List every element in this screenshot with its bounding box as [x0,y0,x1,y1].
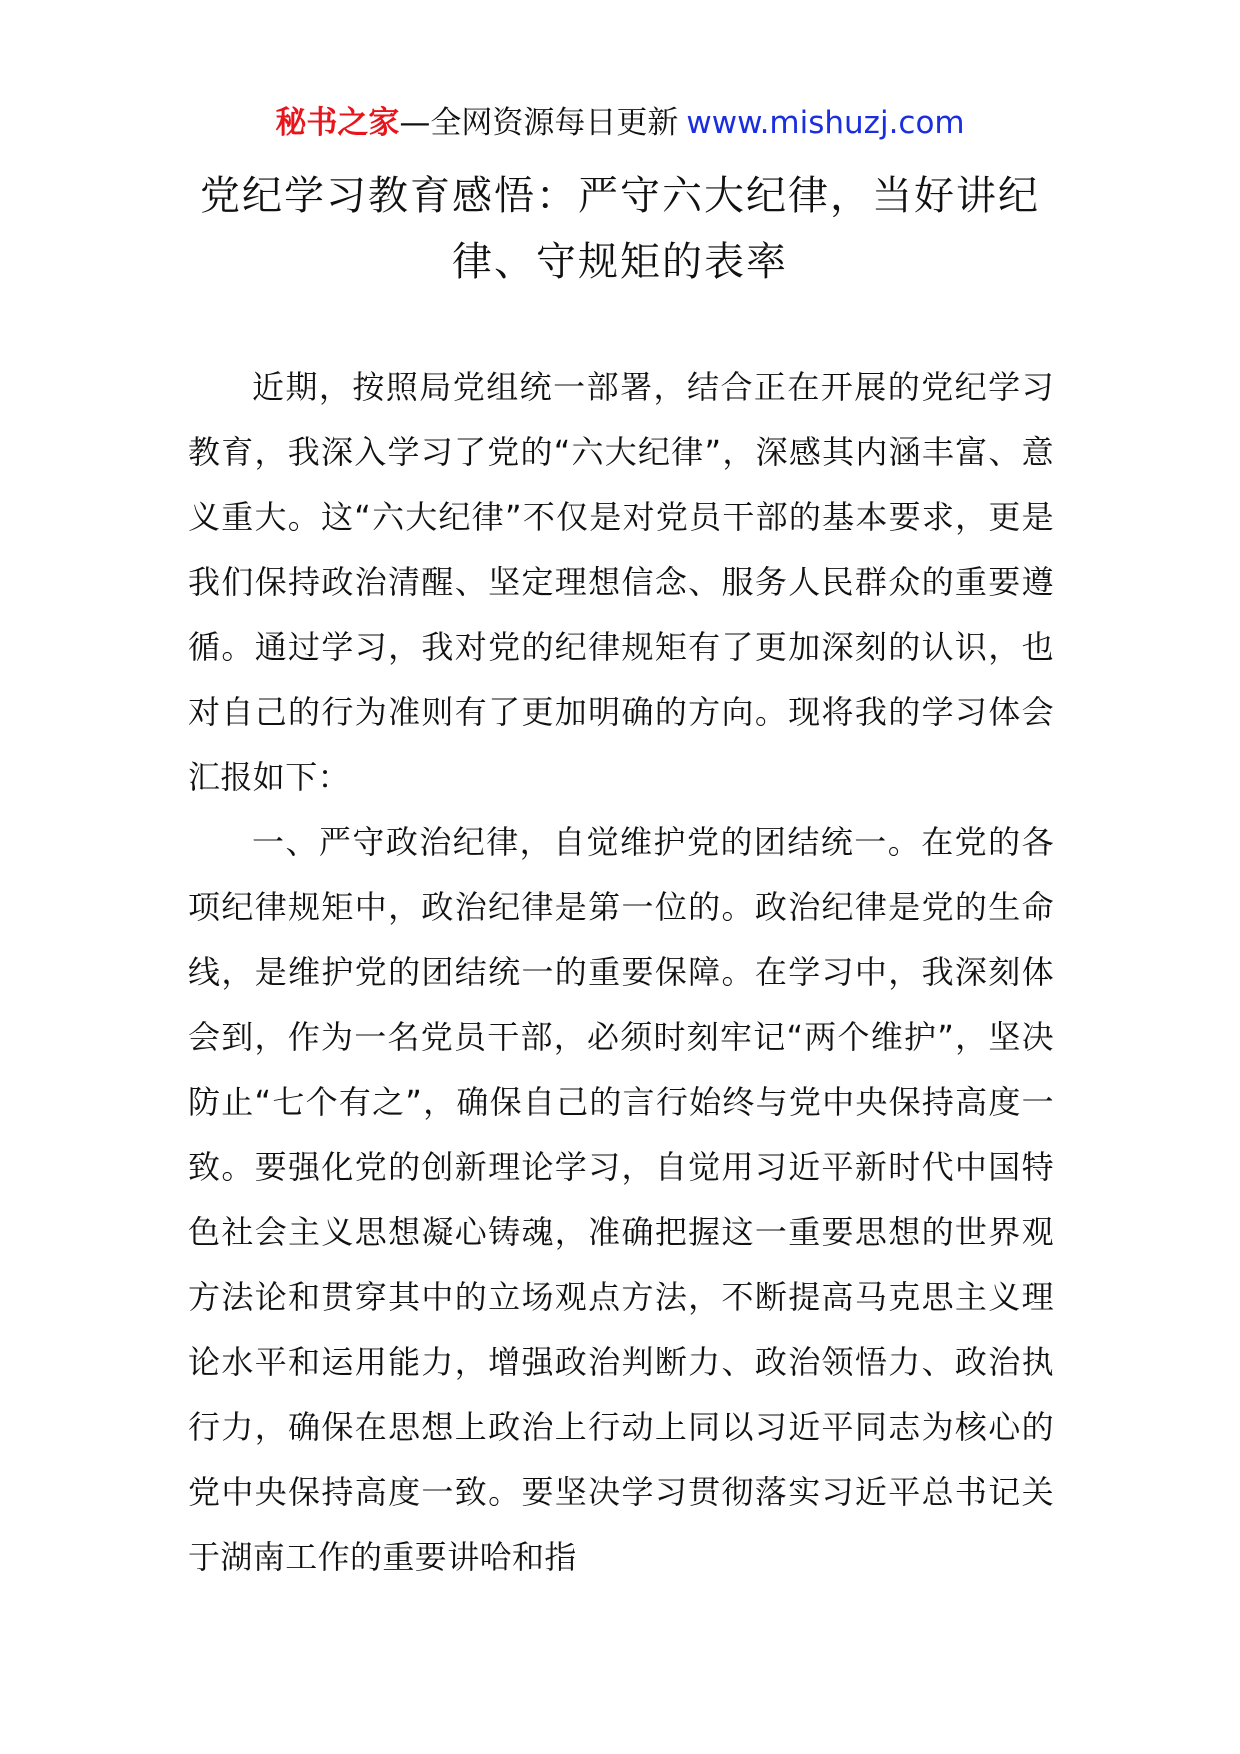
document-body [188,355,1054,1590]
header-tagline: —全网资源每日更新 [399,105,679,141]
site-header [0,100,1240,146]
section-1-paragraph [188,810,1054,1590]
title-line-1: 党纪学习教育感悟：严守六大纪律，当好讲纪 [200,173,1040,219]
section-1-heading: 一、严守政治纪律，自觉维护党的团结统一。 [252,823,922,861]
title-line-2: 律、守规矩的表率 [452,239,788,285]
document-title [180,163,1060,295]
section-1-body: 在党的各项纪律规矩中，政治纪律是第一位的。政治纪律是党的生命线，是维护党的团结统一的重要保障。在学习中，我深刻体会到，作为一名党员干部，必须时刻牢记“两个维护”，坚决防止“七个有之”，确保自己的言行始终与党中央保持高度一致。要强化党的创新理论学习，自觉用习近平新时代中国特色社会主义思想凝心铸魂，准确把握这一重要思想的世界观方法论和贯穿其中的立场观点方法，不断提高马克思主义理论水平和运用能力，增强政治判断力、政治领悟力、政治执行力，确保在思想上政治上行动上同以习近平同志为核心的党中央保持高度一致。要坚决学习贯彻落实习近平总书记关于湖南工作的重要讲哈和指 [188,823,1054,1576]
site-url-link[interactable]: www.mishuzj.com [686,105,965,141]
brand-name: 秘书之家 [275,105,400,141]
intro-paragraph: 近期，按照局党组统一部署，结合正在开展的党纪学习教育，我深入学习了党的“六大纪律”，深感其内涵丰富、意义重大。这“六大纪律”不仅是对党员干部的基本要求，更是我们保持政治清醒、坚定理想信念、服务人民群众的重要遵循。通过学习，我对党的纪律规矩有了更加深刻的认识，也对自己的行为准则有了更加明确的方向。现将我的学习体会汇报如下： [188,368,1054,796]
